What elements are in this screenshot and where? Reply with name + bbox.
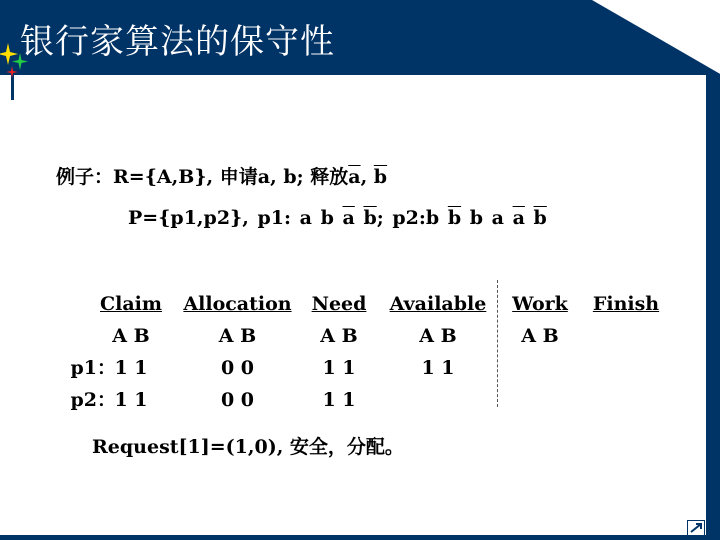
process-set: P={p1,p2}, [128,207,258,229]
column-divider [497,280,498,407]
corner-fold-decoration [590,0,720,75]
p2-label: ; p2: [376,207,426,229]
need-p1: 1 1 [322,357,356,379]
p1-op-2: b [320,207,334,229]
processes-line [128,207,547,229]
need-subheader: A B [320,325,358,347]
claim-header: Claim [100,293,162,315]
slide-title: 银行家算法的保守性 [20,22,335,62]
work-header: Work [512,293,568,315]
allocation-subheader: A B [218,325,257,347]
bottom-rule [0,535,720,540]
right-rule [706,75,720,540]
p2-op-6: $\overline{b}$ [533,207,547,229]
p2-op-1: b [425,207,440,229]
p2-sequence [426,207,547,229]
p2-op-4: a [491,207,504,229]
available-header: Available [389,293,487,315]
p2-op-5: $\overline{a}$ [512,207,525,229]
p1-op-3: $\overline{a}$ [342,207,355,229]
available-p1: 1 1 [421,357,455,379]
example-prefix: 例子：R={A,B}, 申请a, b; 释放 [56,166,349,188]
claim-p2: 1 1 [114,389,148,411]
claim-column [96,288,166,416]
row-label-p2: p2： [70,389,116,411]
need-column [306,288,372,416]
need-p2: 1 1 [322,389,356,411]
finish-column [590,288,662,320]
release-b: $\overline{b}$ [373,166,388,188]
available-column [386,288,490,384]
available-subheader: A B [419,325,457,347]
release-a: $\overline{a}$ [348,166,361,188]
p1-sequence [300,207,377,229]
example-line [56,162,387,189]
allocation-column [180,288,295,416]
request-line: Request[1]=(1,0), 安全，分配。 [92,436,404,458]
work-column [504,288,576,352]
p1-op-4: $\overline{b}$ [363,207,377,229]
work-subheader: A B [521,325,559,347]
claim-p1: 1 1 [114,357,148,379]
claim-subheader: A B [112,325,150,347]
finish-header: Finish [592,293,660,315]
example-sep: , [360,166,374,188]
allocation-p2: 0 0 [220,389,255,411]
p1-label: p1: [257,207,300,229]
corner-nav-icon [687,520,705,536]
row-label-p1: p1： [70,357,116,379]
p2-op-2: $\overline{b}$ [447,207,462,229]
p1-op-1: a [299,207,312,229]
allocation-p1: 0 0 [220,357,255,379]
need-header: Need [311,293,367,315]
allocation-header: Allocation [183,293,292,315]
p2-op-3: b [469,207,484,229]
